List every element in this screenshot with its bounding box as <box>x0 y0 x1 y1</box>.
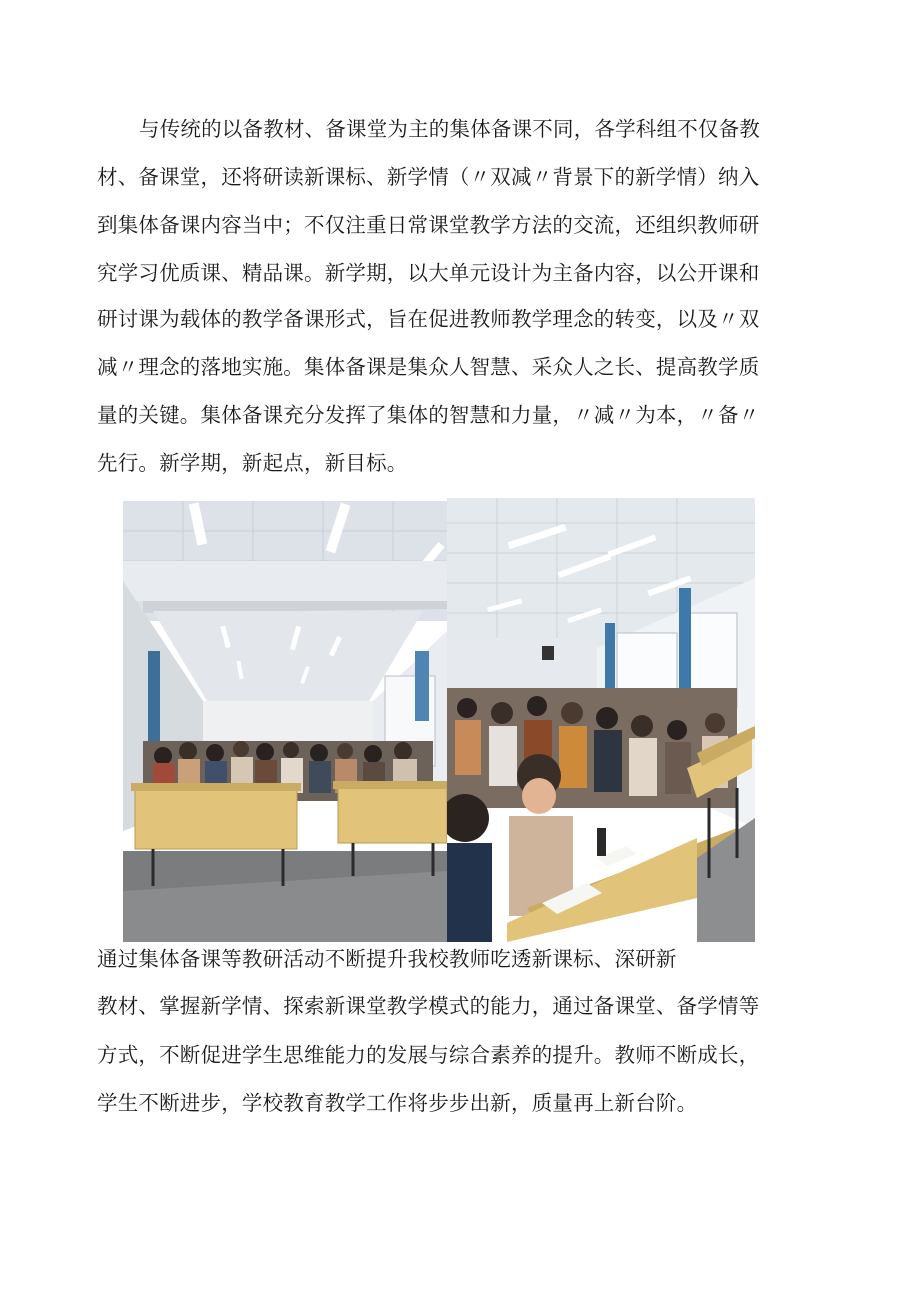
paragraph-1-line: 到集体备课内容当中；不仅注重日常课堂教学方法的交流，还组织教师研 <box>97 213 760 237</box>
paragraph-1-line: 究学习优质课、精品课。新学期，以大单元设计为主备内容，以公开课和 <box>97 261 760 285</box>
classroom-photo-left <box>123 501 447 942</box>
paragraph-1-line: 减〃理念的落地实施。集体备课是集众人智慧、采众人之长、提高教学质 <box>97 355 760 379</box>
paragraph-1-line: 研讨课为载体的教学备课形式，旨在促进教师教学理念的转变，以及〃双 <box>97 307 760 331</box>
paragraph-2-line: 学生不断进步，学校教育教学工作将步步出新，质量再上新台阶。 <box>97 1091 698 1115</box>
paragraph-1-line: 与传统的以备教材、备课堂为主的集体备课不同，各学科组不仅备教 <box>139 117 760 141</box>
paragraph-1-line: 材、备课堂，还将研读新课标、新学情（〃双减〃背景下的新学情）纳入 <box>97 165 760 189</box>
paragraph-2-line: 通过集体备课等教研活动不断提升我校教师吃透新课标、深研新 <box>97 947 677 971</box>
paragraph-2-line: 教材、掌握新学情、探索新课堂教学模式的能力，通过备课堂、备学情等 <box>97 994 760 1018</box>
classroom-photo-right <box>447 498 755 942</box>
paragraph-1-line: 先行。新学期，新起点，新目标。 <box>97 451 408 475</box>
paragraph-2-line: 方式，不断促进学生思维能力的发展与综合素养的提升。教师不断成长， <box>97 1043 760 1067</box>
paragraph-1-line: 量的关键。集体备课充分发挥了集体的智慧和力量，〃减〃为本，〃备〃 <box>97 403 760 427</box>
